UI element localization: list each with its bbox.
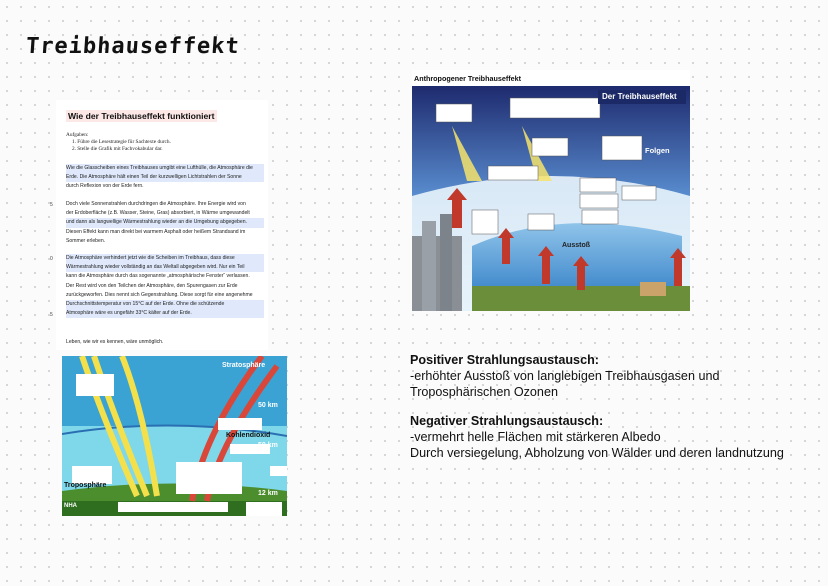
task-item: 1. Führe die Lesestrategie für Sachtexte durch. [72,139,171,145]
atmosphere-layers-diagram [62,356,287,516]
positive-exchange-block [410,352,719,400]
text-line: kann die Atmosphäre durch das sogenannte „atmosphärische Fenster“ verlassen. [66,273,250,280]
text-line: Erde. Die Atmosphäre hält einen Teil der kurzwelligen Lichtstrahlen der Sonne [66,173,264,182]
text-line: Der Rest wird von den Teilchen der Atmosphäre, den Spurengasen zur Erde [66,282,238,289]
diagram-banner: Der Treibhauseffekt [602,92,677,101]
ausstoss-label: Ausstoß [562,242,590,249]
text-line: Die Atmosphäre verhindert jetzt wie die Scheiben im Treibhaus, dass diese [66,254,264,263]
text-line: der Erdoberfläche (z.B. Wasser, Steine, Gras) absorbiert, in Wärme umgewandelt [66,210,250,217]
line-number: 0 [50,256,53,262]
folgen-label: Folgen [645,146,670,155]
task-item: 2. Stelle die Grafik mit Fachvokabular dar. [72,146,163,152]
positive-heading: Positiver Strahlungsaustausch: [410,353,599,367]
paragraph-4: Leben, wie wir es kennen, wäre unmöglich. [66,339,164,345]
negative-line: -vermehrt helle Flächen mit stärkeren Albedo [410,430,661,444]
paragraph-2 [66,200,264,246]
line-number: 5 [50,312,53,318]
altitude-50km-top: 50 km [258,402,278,409]
paragraph-3 [66,254,264,318]
altitude-50km-mid: 50 km [258,442,278,449]
paragraph-1 [66,164,264,192]
positive-line: -erhöhter Ausstoß von langlebigen Treibhausgasen und [410,369,720,383]
tasks-label: Aufgaben: [66,132,89,138]
worksheet-title: Wie der Treibhauseffekt funktioniert [68,111,215,121]
worksheet-tasks [66,132,171,153]
diagram-title: Anthropogener Treibhauseffekt [414,74,522,83]
anthropogenic-greenhouse-diagram [412,70,690,311]
negative-exchange-block [410,413,784,461]
troposphere-label: Troposphäre [64,482,107,489]
text-line: Durchschnittstemperatur von 15°C auf der Erde. Ohne die schützende [66,300,264,309]
text-line: Doch viele Sonnenstrahlen durchdringen die Atmosphäre. Ihre Energie wird von [66,201,246,207]
text-line: Sommer erleben. [66,237,106,244]
text-line: durch Reflexion von der Erde fern. [66,183,144,190]
text-line: Atmosphäre wäre es ungefähr 33°C kälter auf der Erde. [66,309,264,318]
line-number: 5 [50,202,53,208]
text-line: Wärmestrahlung wieder vollständig an das Weltall abgegeben wird. Nur ein Teil [66,263,264,272]
altitude-12km: 12 km [258,490,278,497]
co2-label: Kohlendioxid [226,432,271,439]
nha-label: NHA [64,503,77,509]
text-line: und dann als langwellige Wärmestrahlung wieder an die Umgebung abgegeben. [66,218,264,227]
positive-line: Troposphärischen Ozonen [410,385,558,399]
text-line: zurückgeworfen. Dies nennt sich Gegenstrahlung. Diese sorgt für eine angenehme [66,291,253,298]
greenhouse-illustration [412,86,690,311]
negative-line: Durch versiegelung, Abholzung von Wälder und deren landnutzung [410,446,784,460]
text-line: Diesen Effekt kann man direkt bei warmem Asphalt oder heißem Strandsand im [66,228,246,235]
text-line: Wie die Glasscheiben eines Treibhauses umgibt eine Lufthülle, die Atmosphäre die [66,164,264,173]
worksheet-image [50,100,268,350]
negative-heading: Negativer Strahlungsaustausch: [410,414,604,428]
page-title: Treibhauseffekt [25,34,241,59]
stratosphere-label: Stratosphäre [222,362,266,369]
